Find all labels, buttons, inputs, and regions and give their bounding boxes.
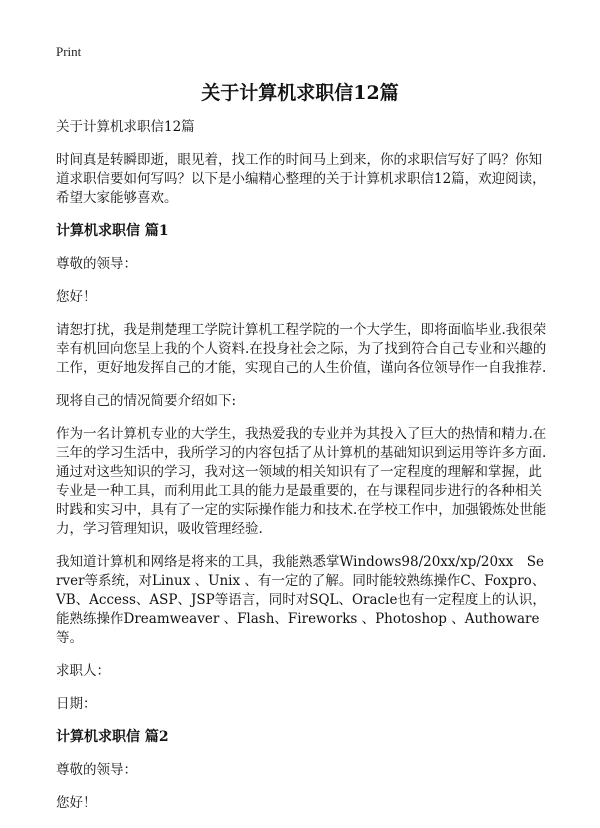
paragraph: 现将自己的情况简要介绍如下: bbox=[56, 393, 237, 409]
article-subtitle: 关于计算机求职信12篇 bbox=[56, 119, 195, 135]
paragraph: 我知道计算机和网络是将来的工具，我能熟悉掌Windows98/20xx/xp/20xx Server等系统，对Linux 、Unix 、有一定的了解。同时能较熟练操作C、Foxpro、VB、Access、ASP、JSP等语言，同时对SQL、Oracle也有一定程度上的认识，能熟练操作Dreamweaver 、Flash、Fireworks 、Photoshop 、Authoware 等。 bbox=[56, 554, 546, 646]
section-heading-2: 计算机求职信 篇2 bbox=[56, 729, 169, 745]
intro-paragraph: 时间真是转瞬即逝，眼见着，找工作的时间马上到来，你的求职信写好了吗？你知道求职信要如何写吗？以下是小编精心整理的关于计算机求职信12篇，欢迎阅读，希望大家能够喜欢。 bbox=[56, 152, 546, 206]
greeting: 您好！ bbox=[56, 795, 97, 811]
salutation: 尊敬的领导： bbox=[56, 256, 137, 272]
paragraph: 作为一名计算机专业的大学生，我热爱我的专业并为其投入了巨大的热情和精力.在三年的学习生活中，我所学习的内容包括了从计算机的基础知识到运用等许多方面.通过对这些知识的学习，我对这一领域的相关知识有了一定程度的理解和掌握，此专业是一种工具，而利用此工具的能力是最重要的，在与课程同步进行的各种相关时践和实习中，具有了一定的实际操作能力和技术.在学校工作中，加强锻炼处世能力，学习管理知识，吸收管理经验. bbox=[56, 426, 547, 537]
salutation: 尊敬的领导： bbox=[56, 762, 137, 778]
print-link[interactable]: Print bbox=[56, 44, 82, 59]
greeting: 您好！ bbox=[56, 289, 97, 305]
applicant-line: 求职人： bbox=[56, 663, 110, 679]
article-body bbox=[56, 118, 548, 827]
page-title: 关于计算机求职信12篇 bbox=[201, 82, 399, 104]
date-line: 日期： bbox=[56, 696, 97, 712]
paragraph: 请恕打扰，我是荆楚理工学院计算机工程学院的一个大学生，即将面临毕业.我很荣幸有机回向您呈上我的个人资料.在投身社会之际，为了找到符合自己专业和兴趣的工作，更好地发挥自己的才能，实现自己的人生价值，谨向各位领导作一自我推荐. bbox=[56, 322, 547, 376]
section-heading-1: 计算机求职信 篇1 bbox=[56, 223, 169, 239]
